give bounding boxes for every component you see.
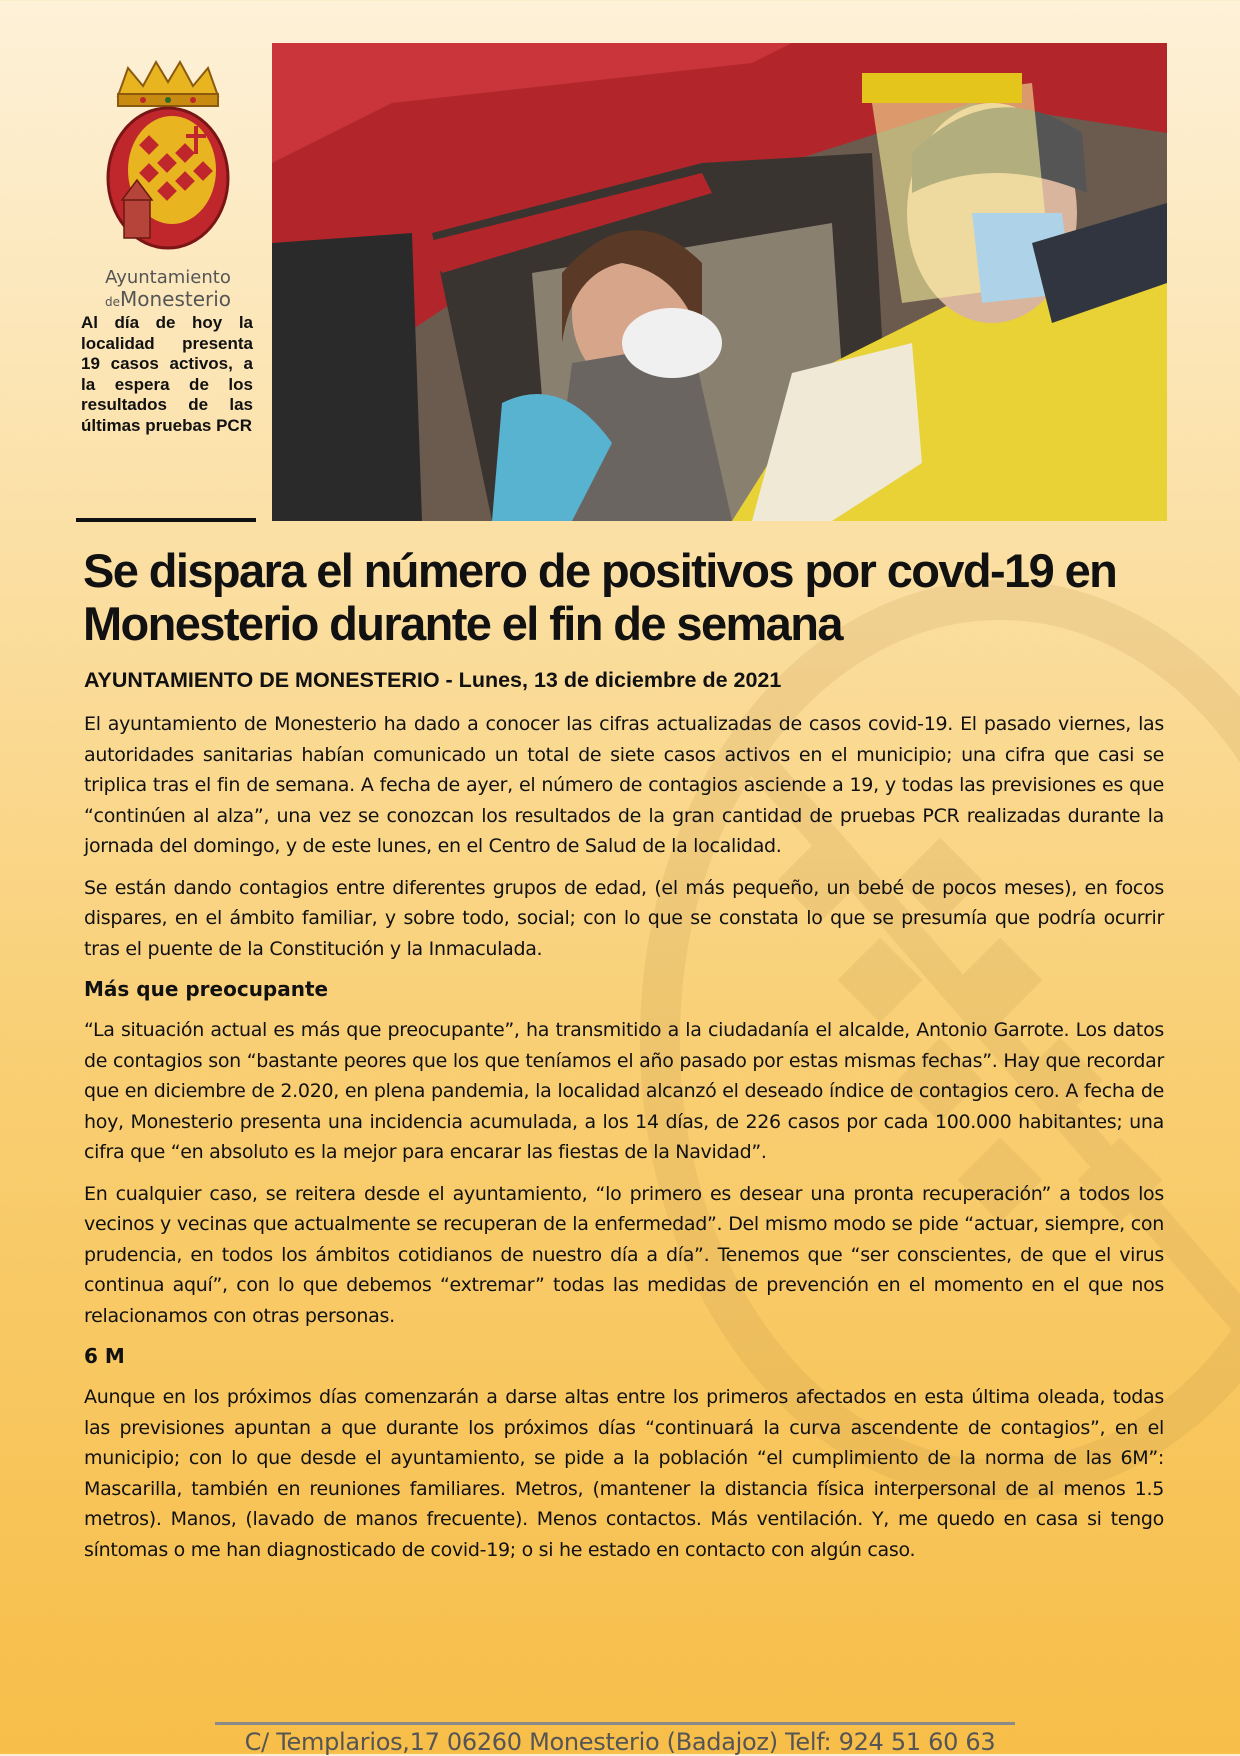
logo-line-ayuntamiento: Ayuntamiento — [105, 267, 231, 288]
article-byline: AYUNTAMIENTO DE MONESTERIO - Lunes, 13 de diciembre de 2021 — [84, 668, 782, 692]
sidebar-divider — [76, 518, 256, 522]
article-subheading: 6 M — [84, 1344, 125, 1368]
hero-photo — [272, 43, 1167, 521]
article-paragraph: “La situación actual es más que preocupante”, ha transmitido a la ciudadanía el alcalde, Antonio Garrote. Los datos de contagios son “bastante peores que los que teníamos el año pasado por estas mismas fechas”. Hay que recordar que en diciembre de 2.020, en plena pandemia, la localidad alcanzó el deseado índice de contagios cero. A fecha de hoy, Monesterio presenta una incidencia acumulada, a los 14 días, de 226 casos por cada 100.000 habitantes; una cifra que “en absoluto es la mejor para encarar las fiestas de la Navidad”. — [84, 1019, 1164, 1163]
coat-of-arms-icon — [98, 58, 238, 258]
article-paragraph: El ayuntamiento de Monesterio ha dado a conocer las cifras actualizadas de casos covid-19. El pasado viernes, las autoridades sanitarias habían comunicado un total de siete casos activos en el municipio; una cifra que casi se triplica tras el fin de semana. A fecha de ayer, el número de contagios asciende a 19, y todas las previsiones es que “continúen al alza”, una vez se conozcan los resultados de la gran cantidad de pruebas PCR realizadas durante la jornada del domingo, y de este lunes, en el Centro de Salud de la localidad. — [84, 713, 1164, 857]
logo-line-prefix: de — [104, 295, 120, 309]
article-paragraph: Aunque en los próximos días comenzarán a darse altas entre los primeros afectados en esta última oleada, todas las previsiones apuntan a que durante los próximos días “continuará la curva ascendente de contagios”, en el municipio; con lo que desde el ayuntamiento, se pide a la población “el cumplimiento de la norma de las 6M”: Mascarilla, también en reuniones familiares. Metros, (mantener la distancia física interpersonal de al menos 1.5 metros). Manos, (lavado de manos frecuente). Menos contactos. Más ventilación. Y, me quedo en casa si tengo síntomas o me han diagnosticado de covid-19; o si he estado en contacto con algún caso. — [84, 1386, 1164, 1561]
logo-line-monesterio — [82, 288, 254, 313]
article-headline: Se dispara el número de positivos por covd-19 en Monesterio durante el fin de semana — [83, 544, 1117, 650]
article-paragraph: Se están dando contagios entre diferentes grupos de edad, (el más pequeño, un bebé de pocos meses), en focos dispares, en el ámbito familiar, y sobre todo, social; con lo que se constata lo que se presumía que podría ocurrir tras el puente de la Constitución y la Inmaculada. — [84, 876, 1164, 960]
article-paragraph: En cualquier caso, se reitera desde el ayuntamiento, “lo primero es desear una pronta recuperación” a todos los vecinos y vecinas que actualmente se recuperan de la enfermedad”. Del mismo modo se pide “actuar, siempre, con prudencia, en todos los ámbitos cotidianos de nuestro día a día”. Tenemos que “ser conscientes, de que el virus continua aquí”, con lo que debemos “extremar” todas las medidas de prevención en el momento en el que nos relacionamos con otras personas. — [84, 1182, 1164, 1327]
article-subheading: Más que preocupante — [84, 977, 329, 1001]
sidebar-summary: Al día de hoy la localidad presenta 19 casos activos, a la espera de los resultados de las últimas pruebas PCR — [81, 313, 253, 435]
municipal-logo — [82, 58, 254, 311]
footer-address: C/ Templarios,17 06260 Monesterio (Badajoz) Telf: 924 51 60 63 — [244, 1728, 996, 1756]
logo-line-name: Monesterio — [119, 287, 232, 311]
article-body — [84, 668, 1164, 1576]
pcr-test-photo-illustration — [272, 43, 1167, 521]
footer-divider — [215, 1722, 1015, 1725]
